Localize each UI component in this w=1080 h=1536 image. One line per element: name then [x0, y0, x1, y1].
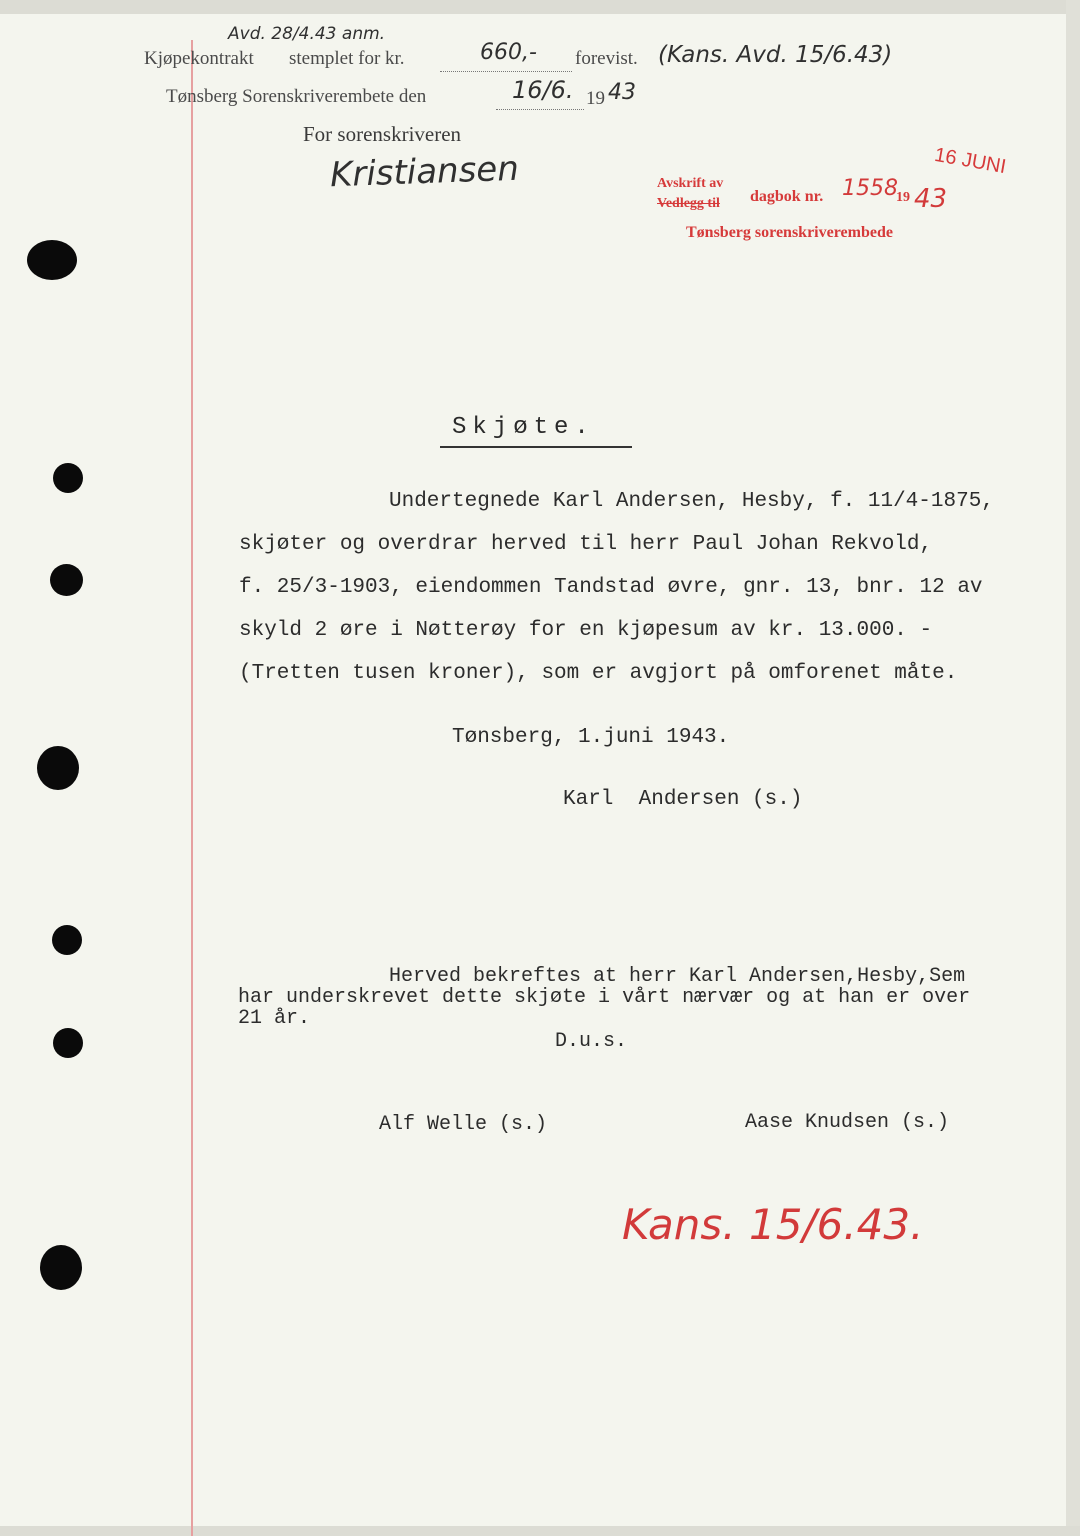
punch-hole	[37, 746, 79, 790]
date-stamp: 16 JUNI	[932, 143, 1008, 179]
witness-line: 21 år.	[238, 1007, 311, 1030]
kjopekontrakt-label: Kjøpekontrakt	[144, 48, 254, 69]
handwritten-amount: 660,-	[480, 40, 537, 65]
stamp-dagbok-number: 1558	[842, 176, 898, 201]
scan-edge-top	[0, 0, 1080, 14]
year-printed: 19	[586, 88, 605, 109]
document-title: Skjøte.	[452, 414, 595, 441]
witness-right: Aase Knudsen (s.)	[745, 1111, 950, 1134]
sorenskriverembete-label: Tønsberg Sorenskriverembete den	[166, 86, 427, 107]
witness-line: har underskrevet dette skjøte i vårt nærvær og at han er over	[238, 986, 971, 1009]
handwritten-year: 43	[608, 80, 636, 105]
handwritten-forevist-note: (Kans. Avd. 15/6.43)	[658, 42, 893, 68]
red-handwritten-note: Kans. 15/6.43.	[622, 1200, 924, 1249]
place-date: Tønsberg, 1.juni 1943.	[452, 726, 730, 749]
title-underline	[440, 446, 632, 448]
amount-fill-line	[440, 71, 572, 72]
red-margin-line	[191, 40, 193, 1536]
handwritten-date: 16/6.	[512, 76, 574, 104]
stamp-office: Tønsberg sorenskriverembede	[686, 224, 893, 241]
signature-sorenskriver: Kristiansen	[329, 148, 520, 196]
punch-hole	[50, 564, 83, 596]
handwritten-top-note: Avd. 28/4.43 anm.	[228, 24, 386, 44]
body-line: Undertegnede Karl Andersen, Hesby, f. 11/4-1875,	[389, 490, 994, 513]
date-fill-line	[496, 109, 584, 110]
stamp-year-prefix: 19	[896, 190, 910, 205]
witness-line: Herved bekreftes at herr Karl Andersen,Hesby,Sem	[389, 965, 966, 988]
body-line: (Tretten tusen kroner), som er avgjort på omforenet måte.	[239, 662, 958, 685]
body-line: skjøter og overdrar herved til herr Paul Johan Rekvold,	[239, 533, 933, 556]
punch-hole	[27, 240, 77, 280]
kjopekontrakt-stemplet-label: stemplet for kr.	[289, 48, 405, 69]
stamp-dagbok-label: dagbok nr.	[750, 188, 824, 205]
for-sorenskriveren-label: For sorenskriveren	[303, 122, 462, 146]
punch-hole	[40, 1245, 82, 1290]
punch-hole	[52, 925, 82, 955]
witness-left: Alf Welle (s.)	[379, 1113, 548, 1136]
punch-hole	[53, 463, 83, 493]
stamp-avskrift: Avskrift av	[657, 176, 724, 191]
scan-edge-bottom	[0, 1526, 1080, 1536]
signer-name: Karl Andersen (s.)	[563, 788, 803, 811]
punch-hole	[53, 1028, 83, 1058]
scan-edge-right	[1066, 0, 1080, 1536]
body-line: f. 25/3-1903, eiendommen Tandstad øvre, gnr. 13, bnr. 12 av	[239, 576, 983, 599]
stamp-vedlegg: Vedlegg til	[657, 196, 720, 211]
stamp-year: 43	[914, 184, 948, 214]
forevist-label: forevist.	[575, 48, 638, 69]
body-line: skyld 2 øre i Nøtterøy for en kjøpesum av kr. 13.000. -	[239, 619, 933, 642]
dus-abbreviation: D.u.s.	[555, 1030, 628, 1053]
